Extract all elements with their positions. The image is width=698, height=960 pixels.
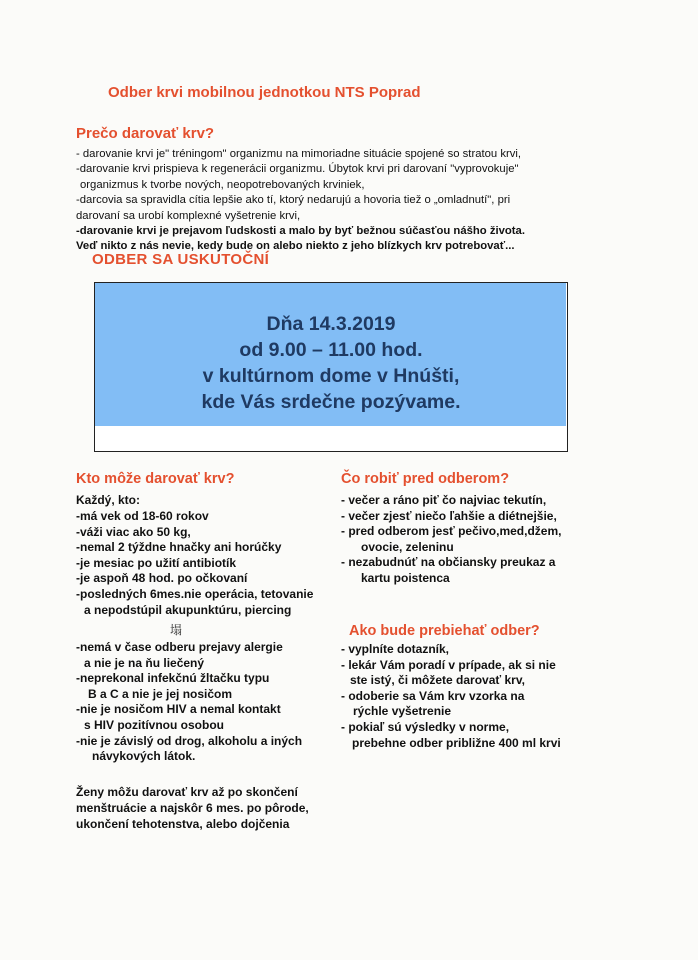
event-heading: ODBER SA USKUTOČNÍ <box>92 251 270 268</box>
list-item: - vyplníte dotazník, <box>341 642 450 656</box>
list-item: a nepodstúpil akupunktúru, piercing <box>84 602 292 617</box>
list-item: - večer zjesť niečo ľahšie a diétnejšie, <box>341 508 557 523</box>
list-item: -je aspoň 48 hod. po očkovaní <box>76 571 248 586</box>
why-line: -darovanie krvi prispieva k regenerácii organizmu. Úbytok krvi pri darovaní "vyprovokuje" <box>76 163 519 176</box>
women-line: menštruácie a najskôr 6 mes. po pôrode, <box>76 801 309 815</box>
list-item: -posledných 6mes.nie operácia, tetovanie <box>76 586 314 601</box>
why-line: organizmus k tvorbe nových, neopotrebovaných krviniek, <box>80 178 365 191</box>
list-item: - pred odberom jesť pečivo,med,džem, <box>341 524 562 539</box>
list-item: - odoberie sa Vám krv vzorka na <box>341 688 525 703</box>
list-item: - nezabudnúť na občiansky preukaz a <box>341 555 556 570</box>
who-list <box>76 509 313 618</box>
why-line-bold: -darovanie krvi je prejavom ľudskosti a malo by byť bežnou súčasťou nášho života. <box>76 225 525 238</box>
list-item: B a C a nie je jej nosičom <box>88 686 233 701</box>
women-note <box>76 784 309 832</box>
why-line-bold: Veď nikto z nás nevie, kedy bude on alebo niekto z jeho blízkych krv potrebovať... <box>76 240 515 253</box>
list-item: -nie je nosičom HIV a nemal kontakt <box>76 702 281 717</box>
list-item: a nie je na ňu liečený <box>84 655 205 670</box>
women-line: Ženy môžu darovať krv až po skončení <box>76 785 298 799</box>
list-item: -nie je závislý od drog, alkoholu a iných <box>76 733 303 748</box>
list-item: -má vek od 18-60 rokov <box>76 509 209 523</box>
event-date: Dňa 14.3.2019 <box>266 313 396 335</box>
event-details <box>95 311 567 415</box>
event-time: od 9.00 – 11.00 hod. <box>239 339 423 361</box>
list-item: - večer a ráno piť čo najviac tekutín, <box>341 493 547 507</box>
before-heading: Čo robiť pred odberom? <box>341 471 510 487</box>
event-place: v kultúrnom dome v Hnúšti, <box>202 365 460 387</box>
event-box <box>94 282 568 452</box>
who-intro: Každý, kto: <box>76 493 141 507</box>
why-paragraph <box>76 147 596 255</box>
process-list <box>341 642 561 751</box>
before-list <box>341 493 561 587</box>
who-heading: Kto môže darovať krv? <box>76 471 235 487</box>
women-line: ukončení tehotenstva, alebo dojčenia <box>76 817 290 831</box>
who-list-continued <box>76 640 302 765</box>
list-item: kartu poistenca <box>361 570 450 585</box>
list-item: s HIV pozitívnou osobou <box>84 717 224 732</box>
process-heading: Ako bude prebiehať odber? <box>349 623 540 639</box>
list-item: ste istý, či môžete darovať krv, <box>350 673 525 688</box>
list-item: ovocie, zeleninu <box>361 539 454 554</box>
list-item: -váži viac ako 50 kg, <box>76 524 191 539</box>
list-item: -nemá v čase odberu prejavy alergie <box>76 640 283 654</box>
list-item: - lekár Vám poradí v prípade, ak si nie <box>341 657 556 672</box>
stray-mark: 塌 <box>170 623 183 637</box>
why-line: darovaní sa urobí komplexné vyšetrenie krvi, <box>76 209 301 222</box>
list-item: rýchle vyšetrenie <box>353 704 452 719</box>
list-item: prebehne odber približne 400 ml krvi <box>352 735 561 750</box>
why-line: -darcovia sa spravidla cítia lepšie ako tí, ktorý nedarujú a hovoria tiež o „omladnutí", pri <box>76 194 511 207</box>
list-item: -je mesiac po užití antibiotík <box>76 555 237 570</box>
list-item: -nemal 2 týždne hnačky ani horúčky <box>76 540 282 555</box>
flyer-title: Odber krvi mobilnou jednotkou NTS Poprad <box>108 84 421 101</box>
why-line: - darovanie krvi je" tréningom" organizmu na mimoriadne situácie spojené so stratou krvi, <box>76 148 522 160</box>
event-invite: kde Vás srdečne pozývame. <box>201 391 461 413</box>
list-item: - pokiaľ sú výsledky v norme, <box>341 719 510 734</box>
list-item: návykových látok. <box>92 749 196 764</box>
why-heading: Prečo darovať krv? <box>76 125 215 142</box>
list-item: -neprekonal infekčnú žltačku typu <box>76 671 270 686</box>
